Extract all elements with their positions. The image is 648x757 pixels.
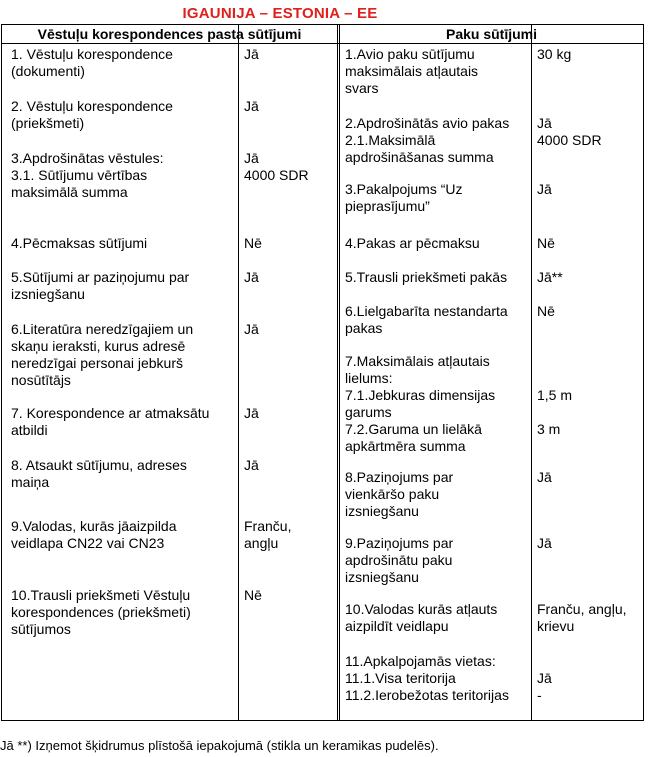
- document-title: IGAUNIJA – ESTONIA – EE: [182, 5, 378, 22]
- left-column-header: Vēstuļu korespondences pasta sūtījumi: [37, 26, 302, 42]
- left-item-label: 9.Valodas, kurās jāaizpilda veidlapa CN22 vai CN23: [11, 518, 177, 551]
- right-item-label: 11.Apkalpojamās vietas: 11.1.Visa teritorija 11.2.Ierobežotas teritorijas: [345, 653, 509, 703]
- left-item-label: 10.Trausli priekšmeti Vēstuļu korespondences (priekšmeti) sūtījumos: [11, 587, 191, 637]
- services-table: [1, 24, 644, 721]
- right-item-value: Franču, angļu, krievu: [537, 601, 627, 634]
- header-divider: [2, 43, 643, 44]
- column-divider: [339, 25, 340, 720]
- left-item-value: Jā: [244, 457, 259, 473]
- left-item-label: 8. Atsaukt sūtījumu, adreses maiņa: [11, 457, 187, 490]
- left-item-value: Jā: [244, 269, 259, 285]
- right-item-value: Nē: [537, 303, 555, 319]
- right-item-label: 8.Paziņojums par vienkāršo paku izsniegšanu: [345, 469, 454, 519]
- right-item-label: 5.Trausli priekšmeti pakās: [345, 269, 508, 285]
- right-item-label: 3.Pakalpojums “Uz pieprasījumu”: [345, 181, 463, 214]
- left-item-value: Jā: [244, 405, 259, 421]
- right-column-header: Paku sūtījumi: [445, 26, 538, 42]
- right-item-label: 7.Maksimālais atļautais lielums: 7.1.Jebkuras dimensijas garums 7.2.Garuma un lielākā apkārtmēra summa: [345, 353, 496, 454]
- left-item-value: Franču, angļu: [244, 518, 292, 551]
- right-item-label: 2.Apdrošinātās avio pakas 2.1.Maksimālā apdrošināšanas summa: [345, 115, 510, 165]
- right-item-label: 10.Valodas kurās atļauts aizpildīt veidlapu: [345, 601, 498, 634]
- right-item-label: 6.Lielgabarīta nestandarta pakas: [345, 303, 508, 336]
- right-item-value: Jā: [537, 535, 552, 551]
- right-item-value: 30 kg: [537, 46, 572, 62]
- footnote: Jā **) Izņemot šķidrumus plīstošā iepakojumā (stikla un keramikas pudelēs).: [0, 738, 439, 753]
- column-divider: [337, 25, 338, 720]
- column-divider: [531, 25, 532, 720]
- right-item-label: 9.Paziņojums par apdrošinātu paku izsniegšanu: [345, 535, 454, 585]
- left-item-value: Jā 4000 SDR: [244, 150, 309, 183]
- left-item-label: 3.Apdrošinātas vēstules: 3.1. Sūtījumu vērtības maksimālā summa: [11, 150, 164, 200]
- right-item-value: Jā -: [537, 670, 552, 703]
- right-item-value: Jā: [537, 469, 552, 485]
- right-item-value: Jā: [537, 181, 552, 197]
- left-item-label: 6.Literatūra neredzīgajiem un skaņu ieraksti, kurus adresē neredzīgai personai jebkurš nosūtītājs: [11, 321, 194, 388]
- left-item-value: Jā: [244, 98, 259, 114]
- left-item-value: Jā: [244, 46, 259, 62]
- right-item-label: 4.Pakas ar pēcmaksu: [345, 235, 480, 251]
- right-item-value: Jā**: [537, 269, 563, 285]
- left-item-value: Jā: [244, 321, 259, 337]
- left-item-label: 5.Sūtījumi ar paziņojumu par izsniegšanu: [11, 269, 190, 302]
- right-item-value: Jā 4000 SDR: [537, 115, 602, 148]
- left-item-label: 4.Pēcmaksas sūtījumi: [11, 235, 148, 251]
- right-item-label: 1.Avio paku sūtījumu maksimālais atļautais svars: [345, 46, 479, 96]
- right-item-value: Nē: [537, 235, 555, 251]
- left-item-label: 2. Vēstuļu korespondence (priekšmeti): [11, 98, 173, 131]
- left-item-value: Nē: [244, 235, 262, 251]
- left-item-label: 7. Korespondence ar atmaksātu atbildi: [11, 405, 210, 438]
- left-item-label: 1. Vēstuļu korespondence (dokumenti): [11, 46, 173, 79]
- column-divider: [238, 25, 239, 720]
- right-item-value: 1,5 m 3 m: [537, 387, 573, 437]
- left-item-value: Nē: [244, 587, 262, 603]
